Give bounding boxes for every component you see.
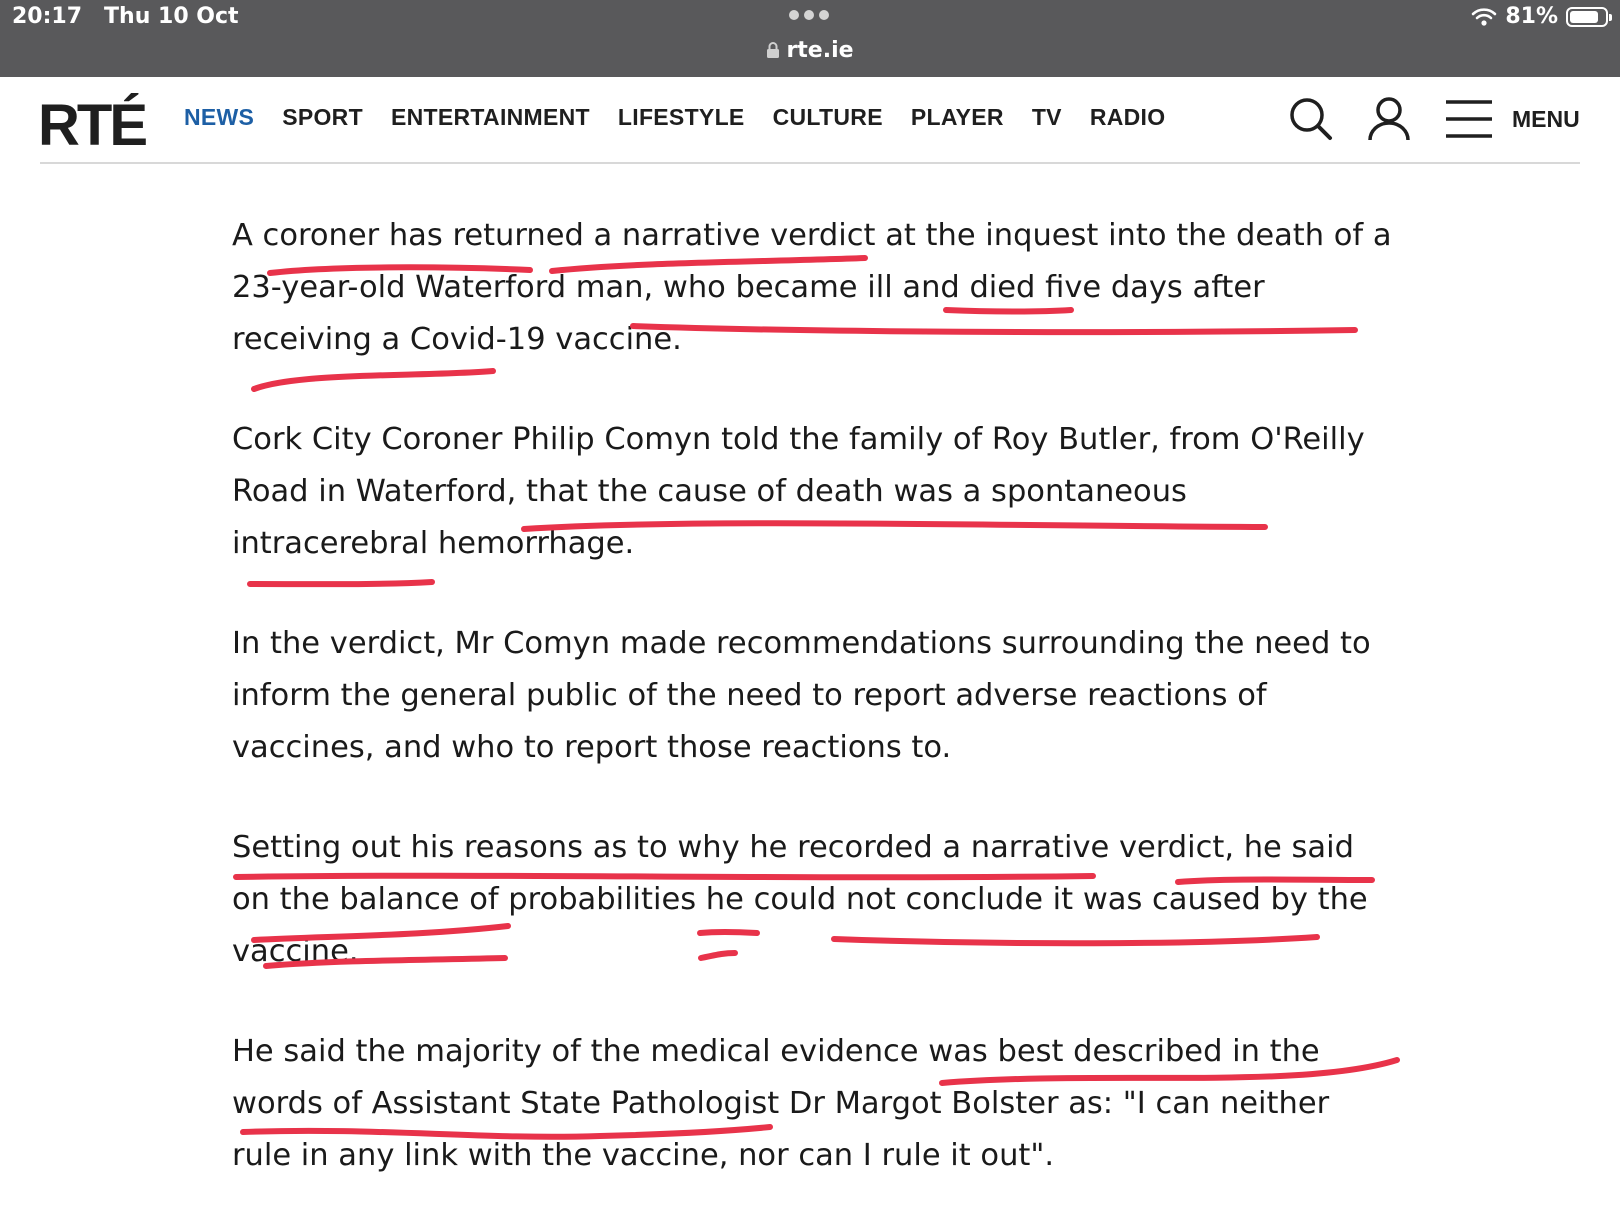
nav-item-culture[interactable]: CULTURE	[772, 104, 883, 130]
nav-item-sport[interactable]: SPORT	[282, 104, 363, 130]
status-indicators	[1471, 4, 1608, 29]
article-paragraph: Setting out his reasons as to why he recorded a narrative verdict, he said on the balance of probabilities he could not conclude it was caused by the vaccine.	[232, 830, 1368, 969]
url-text: rte.ie	[786, 38, 854, 63]
article-body	[232, 210, 1392, 1230]
header-divider	[40, 162, 1580, 164]
menu-label[interactable]: MENU	[1512, 106, 1580, 132]
article-paragraph: He said the majority of the medical evidence was best described in the words of Assistant State Pathologist Dr Margot Bolster as: "I can neither rule in any link with the vaccine, nor can I rule it out".	[232, 1034, 1330, 1173]
address-bar[interactable]	[0, 38, 1620, 63]
status-date: Thu 10 Oct	[104, 4, 239, 29]
rte-logo[interactable]: RTÉ	[38, 93, 145, 158]
battery-level-fill	[1570, 11, 1598, 23]
search-icon[interactable]	[1288, 96, 1334, 142]
multitasking-dots-icon[interactable]	[789, 10, 829, 20]
nav-item-news[interactable]: NEWS	[184, 104, 255, 130]
article-paragraph: Cork City Coroner Philip Comyn told the family of Roy Butler, from O'Reilly Road in Waterford, that the cause of death was a spontaneous intracerebral hemorrhage.	[232, 422, 1365, 561]
lock-icon	[766, 41, 780, 59]
status-time: 20:17	[12, 4, 83, 29]
nav-item-player[interactable]: PLAYER	[910, 104, 1004, 130]
nav-item-lifestyle[interactable]: LIFESTYLE	[617, 104, 745, 130]
status-time-date	[12, 4, 239, 29]
nav-item-entertainment[interactable]: ENTERTAINMENT	[390, 104, 590, 130]
nav-item-tv[interactable]: TV	[1031, 104, 1062, 130]
nav-item-radio[interactable]: RADIO	[1089, 104, 1166, 130]
hamburger-menu-icon[interactable]	[1444, 98, 1494, 142]
browser-status-bar	[0, 0, 1620, 77]
battery-icon	[1566, 7, 1608, 27]
account-icon[interactable]	[1366, 96, 1412, 142]
article-paragraph: A coroner has returned a narrative verdict at the inquest into the death of a 23-year-old Waterford man, who became ill and died five days after receiving a Covid-19 vaccine.	[232, 218, 1392, 357]
article-paragraph: In the verdict, Mr Comyn made recommendations surrounding the need to inform the general public of the need to report adverse reactions of vaccines, and who to report those reactions to.	[232, 626, 1371, 765]
wifi-icon	[1471, 7, 1497, 27]
main-nav	[184, 104, 1193, 131]
battery-percent: 81%	[1505, 4, 1558, 29]
